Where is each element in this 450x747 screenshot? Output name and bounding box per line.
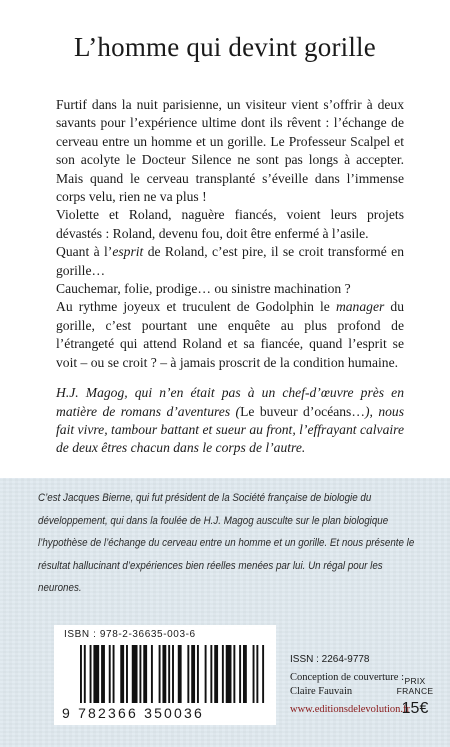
- synopsis-paragraph: Cauchemar, folie, prodige… ou sinistre machination ?: [56, 281, 351, 297]
- handwritten-note: [38, 487, 427, 600]
- cover-credit: [290, 671, 404, 699]
- synopsis: [56, 96, 404, 458]
- handwritten-text: C’est Jacques Bierne, qui fut président de la Société française de biologie du développement, qui dans la foulée de H.J. Magog ausculte sur le plan biologique l’hypothèse de l’échange du cerveau entre un homme et un gorille. Et nous présente le résultat hallucinant d’expériences bien réelles menées par lui. Un régal pour les neurones.: [38, 492, 415, 595]
- isbn-label: ISBN : 978-2-36635-003-6: [64, 629, 196, 640]
- publisher-website[interactable]: www.editionsdelevolution.fr: [290, 704, 411, 715]
- synopsis-paragraph: [56, 243, 404, 280]
- emphasis: manager: [335, 299, 385, 315]
- synopsis-paragraph: [56, 298, 404, 372]
- barcode-bars: [80, 645, 266, 703]
- text-run: ), nous fait vivre, tambour battant et sueur au front, l’effrayant calvaire de deux êtres chacun dans le corps de l’autre.: [56, 403, 404, 456]
- price: 15€: [401, 700, 429, 717]
- barcode-digits: 9 782366 350036: [62, 705, 204, 721]
- text-run: du gorille, c’est pourtant une enquête au plus profond de l’étrangeté qui attend Roland et sa fiancée, quand l’esprit se voit – ou se croit ? – à jamais proscrit de la condition humaine.: [56, 299, 404, 370]
- book-reference: Le buveur d’océans…: [240, 403, 365, 419]
- price-label-line: PRIX: [404, 676, 426, 686]
- text-run: H.J. Magog, qui n’en était pas à un chef-d’œuvre près en matière de romans d’aventures (: [56, 385, 404, 419]
- synopsis-paragraph: Furtif dans la nuit parisienne, un visiteur vient s’offrir à deux savants pour l’expérience ultime dont ils rêvent : l’échange de cerveau entre un homme et un gorille. Le Professeur Scalpel et son acolyte le Docteur Silence ne sont pas longs à accepter. Mais quand le cerveau transplanté s’éveille dans l’immense corps velu, rien ne va plus !: [56, 97, 404, 205]
- author-note: [56, 384, 404, 458]
- emphasis: esprit: [112, 244, 144, 260]
- text-run: de Roland, c’est pire, il se croit transformé en gorille…: [56, 244, 404, 278]
- issn: ISSN : 2264-9778: [290, 654, 370, 665]
- text-run: Au rythme joyeux et truculent de Godolphin le: [56, 299, 336, 315]
- text-run: Quant à l’: [56, 244, 113, 260]
- cover-credit-name: Claire Fauvain: [290, 686, 353, 697]
- synopsis-paragraph: Violette et Roland, naguère fiancés, voient leurs projets dévastés : Roland, devenu fou, doit être enfermé à l’asile.: [56, 207, 404, 241]
- price-label-line: FRANCE: [396, 686, 434, 696]
- cover-credit-label: Conception de couverture :: [290, 672, 405, 683]
- barcode-box: [54, 625, 276, 725]
- price-label: [395, 676, 435, 696]
- book-title: L’homme qui devint gorille: [74, 32, 376, 62]
